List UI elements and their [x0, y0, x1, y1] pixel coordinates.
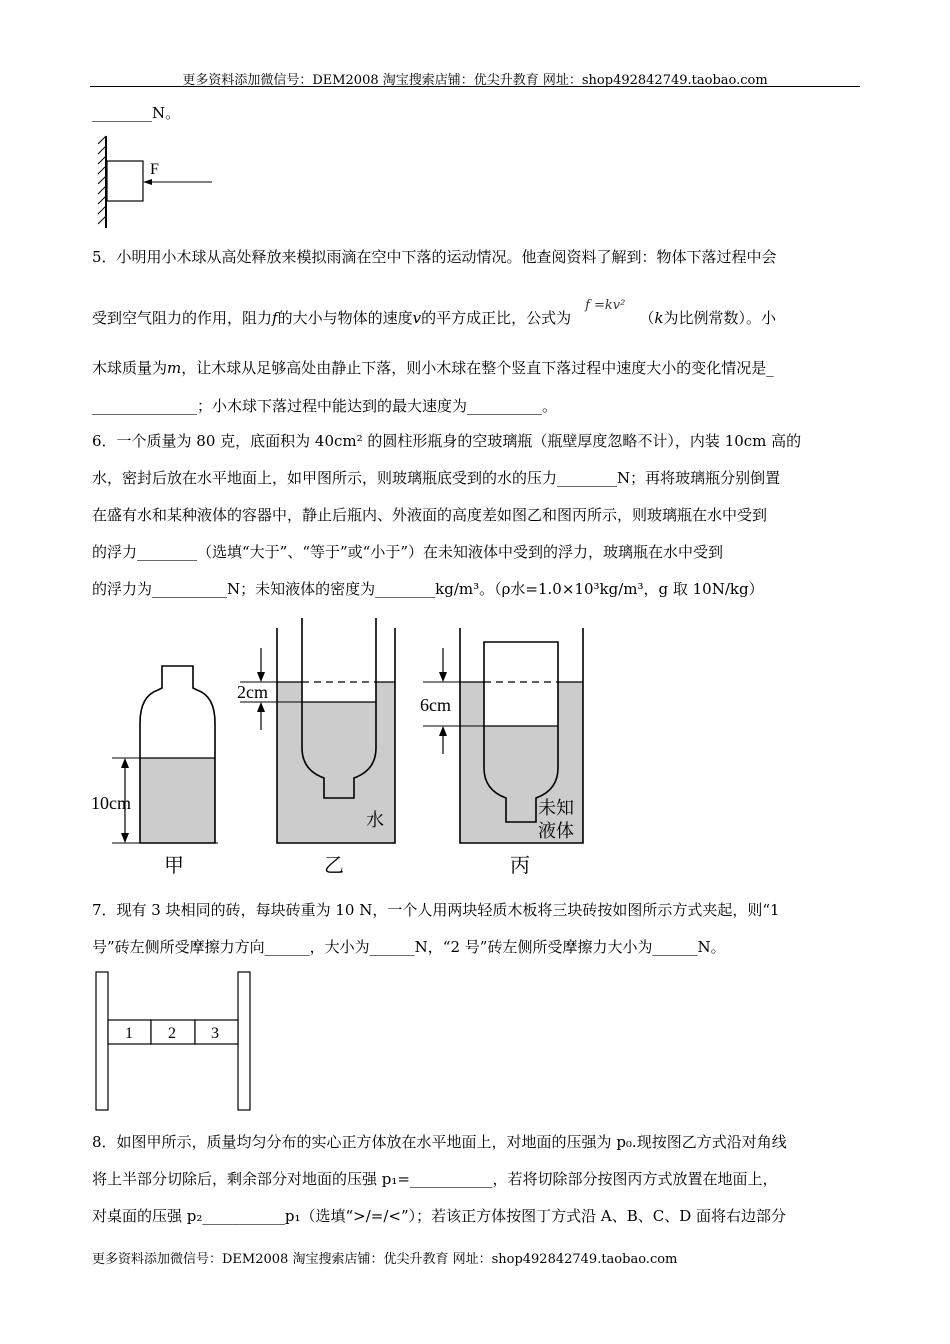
q6-line5: 的浮力为__________N；未知液体的密度为________kg/m³。（ρ水=1.0×10³kg/m³，g 取 10N/kg） [92, 580, 764, 598]
var-m: m [167, 359, 182, 377]
force-block-figure [94, 134, 219, 230]
page-footer: 更多资料添加微信号：DEM2008 淘宝搜索店铺：优尖升教育 网址：shop492842749.taobao.com [92, 1252, 678, 1267]
wall-hatching [98, 136, 106, 224]
force-label: F [150, 161, 159, 178]
height-label-bing: 6cm [420, 695, 451, 715]
q7-line1: 7．现有 3 块相同的砖，每块砖重为 10 N，一个人用两块轻质木板将三块砖按如图所示方式夹起，则“1 [92, 901, 780, 919]
bottle-jia [112, 666, 218, 843]
q5-line3: 木球质量为m，让木球从足够高处由静止下落，则小木球在整个竖直下落过程中速度大小的变化情况是_ [92, 359, 774, 377]
bricks-figure [92, 968, 262, 1114]
q8-line3: 对桌面的压强 p₂___________p₁（选填“>/=/<”）；若该正方体按图丁方式沿 A、B、C、D 面将右边部分 [92, 1207, 787, 1225]
q5-line1: 5．小明用小木球从高处释放来模拟雨滴在空中下落的运动情况。他查阅资料了解到：物体下落过程中会 [92, 248, 777, 266]
q8-line2: 将上半部分切除后，剩余部分对地面的压强 p₁=___________，若将切除部分按图丙方式放置在地面上， [92, 1170, 778, 1188]
brick-2-label: 2 [168, 1025, 176, 1042]
height-label-jia: 10cm [91, 793, 131, 813]
q5-line2: 受到空气阻力的作用，阻力f的大小与物体的速度v的平方成正比，公式为f =kv²（k为比例常数）。小 [92, 298, 776, 327]
brick-3-label: 3 [211, 1025, 219, 1042]
water-label: 水 [366, 810, 384, 831]
answer-blank: ________ [92, 104, 152, 122]
unknown-liquid-label-2: 液体 [538, 821, 574, 842]
bottle-figure [90, 618, 590, 878]
q8-line1: 8．如图甲所示，质量均匀分布的实心正方体放在水平地面上，对地面的压强为 p₀.现按图乙方式沿对角线 [92, 1133, 787, 1151]
bottle-air-yi [302, 618, 376, 702]
page-header: 更多资料添加微信号：DEM2008 淘宝搜索店铺：优尖升教育 网址：shop492842749.taobao.com [182, 73, 768, 88]
formula: f =kv² [585, 298, 626, 313]
q6-line3: 在盛有水和某种液体的容器中，静止后瓶内、外液面的高度差如图乙和图丙所示，则玻璃瓶在水中受到 [92, 506, 768, 524]
answer-unit: N。 [152, 104, 181, 122]
q6-line2: 水，密封后放在水平地面上，如甲图所示，则玻璃瓶底受到的水的压力________N；再将玻璃瓶分别倒置 [92, 469, 781, 487]
left-board [96, 972, 108, 1110]
height-label-yi: 2cm [237, 682, 268, 702]
caption-bing: 丙 [510, 853, 530, 877]
previous-answer-line [92, 102, 862, 123]
right-board [238, 972, 250, 1110]
unknown-liquid-label-1: 未知 [538, 798, 574, 819]
var-k: k [654, 309, 664, 327]
brick-1-label: 1 [125, 1025, 133, 1042]
header-rule [90, 86, 860, 87]
q7-line2: 号”砖左侧所受摩擦力方向______，大小为______N，“2 号”砖左侧所受摩擦力大小为______N。 [92, 938, 726, 956]
q6-line1: 6．一个质量为 80 克，底面积为 40cm² 的圆柱形瓶身的空玻璃瓶（瓶壁厚度忽略不计），内装 10cm 高的 [92, 432, 802, 450]
block [107, 161, 143, 201]
q6-line4: 的浮力________（选填“大于”、“等于”或“小于”）在未知液体中受到的浮力，玻璃瓶在水中受到 [92, 543, 724, 561]
caption-yi: 乙 [324, 853, 344, 877]
water-jia [140, 758, 215, 843]
var-v: v [412, 309, 422, 327]
caption-jia: 甲 [164, 853, 184, 877]
q5-line4: ______________；小木球下落过程中能达到的最大速度为__________。 [92, 397, 558, 415]
var-f: f [272, 309, 278, 327]
arrow-head [143, 179, 152, 185]
bottle-air-bing [484, 642, 558, 726]
